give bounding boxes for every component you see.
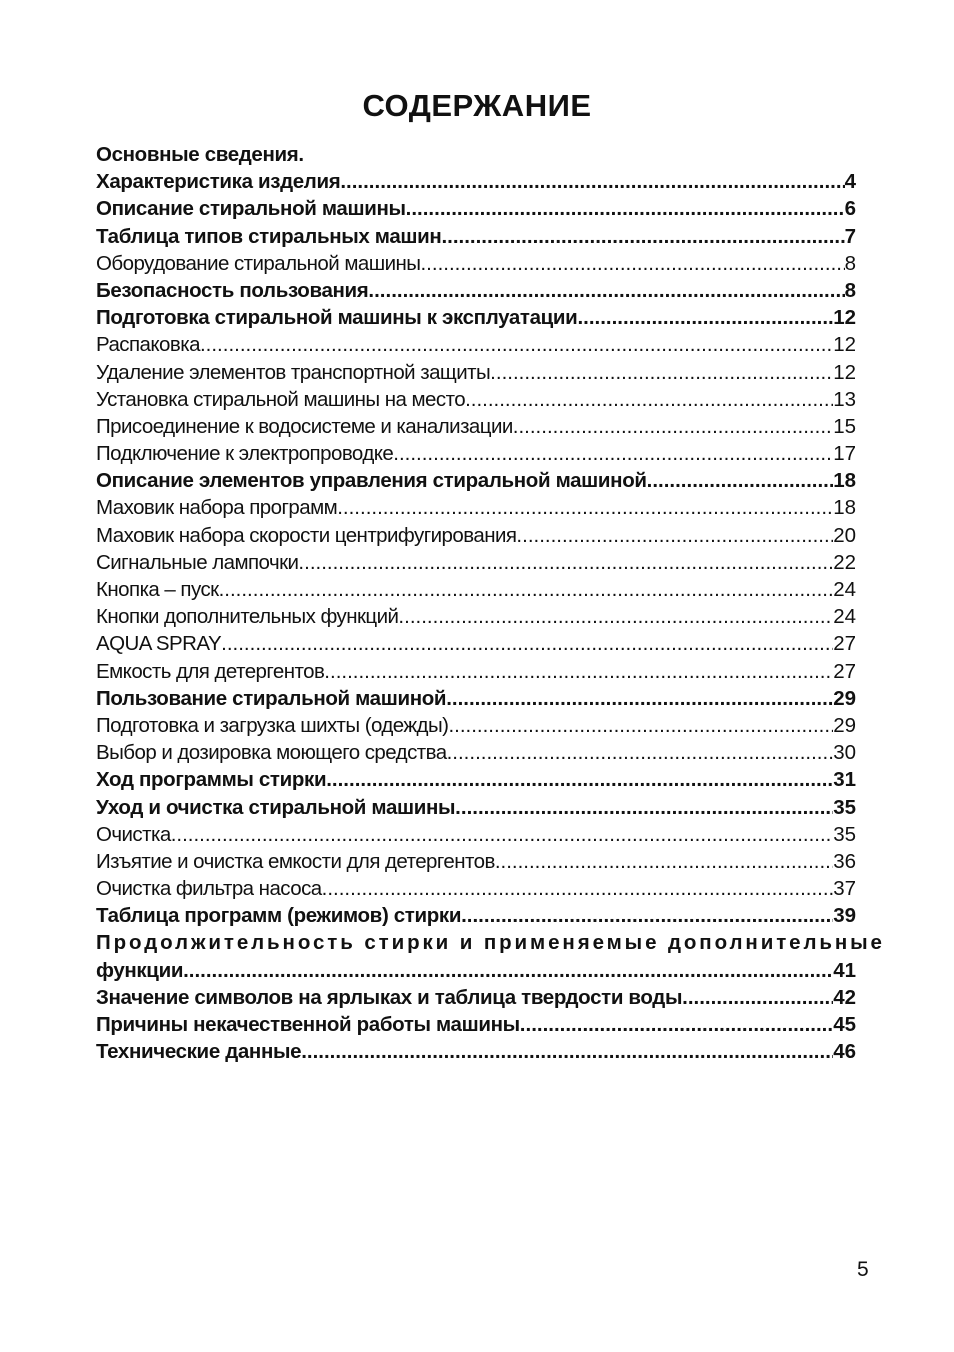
dot-leader [447, 739, 834, 766]
toc-entry-page: 22 [833, 550, 856, 574]
toc-entry-title: Распаковка [96, 333, 200, 357]
toc-entry-title: Присоединение к водосистеме и канализации [96, 414, 513, 438]
toc-entry-title: Таблица программ (режимов) стирки [96, 904, 462, 928]
toc-entry-title: Причины некачественной работы машины [96, 1013, 520, 1036]
dot-leader [200, 331, 833, 358]
toc-entry-page: 18 [833, 469, 856, 493]
toc-entry-page: 42 [833, 985, 856, 1009]
toc-entry[interactable] [96, 549, 856, 576]
toc-entry[interactable] [96, 848, 856, 875]
toc-entry-page: 7 [844, 224, 856, 248]
toc-entry-title: Подключение к электропроводке [96, 442, 394, 466]
toc-entry-page: 30 [833, 741, 856, 765]
toc-entry-page: 13 [833, 387, 856, 411]
toc-entry[interactable] [96, 223, 856, 250]
toc-entry[interactable] [96, 630, 856, 657]
toc-entry-page: 8 [844, 278, 856, 302]
toc-entry[interactable] [96, 440, 856, 467]
toc-entry-page: 27 [833, 659, 856, 683]
toc-entry[interactable] [96, 685, 856, 712]
dot-leader [455, 794, 833, 821]
toc-entry[interactable] [96, 984, 856, 1011]
toc-entry[interactable] [96, 875, 856, 902]
toc-entry-title: Установка стиральной машины на место [96, 387, 466, 411]
dot-leader [513, 413, 833, 440]
toc-entry-title: Емкость для детергентов [96, 659, 325, 683]
dot-leader [406, 195, 845, 222]
toc-entry-title: Кнопки дополнительных функций [96, 605, 399, 629]
toc-entry[interactable] [96, 957, 856, 984]
toc-entry-page: 24 [833, 578, 856, 601]
toc-entry-page: 8 [844, 251, 856, 275]
toc-entry-page: 39 [833, 904, 856, 928]
toc-entry[interactable] [96, 304, 856, 331]
toc-entry[interactable] [96, 902, 856, 929]
toc-entry-page: 12 [833, 333, 856, 357]
dot-leader [301, 1038, 833, 1065]
toc-entry[interactable] [96, 1038, 856, 1065]
dot-leader [393, 440, 833, 467]
dot-leader [183, 957, 833, 984]
dot-leader [682, 984, 833, 1011]
toc-entry-page: 31 [833, 768, 856, 792]
page-title: СОДЕРЖАНИЕ [362, 88, 592, 123]
toc-entry-title: Технические данные [96, 1040, 302, 1064]
toc-entry[interactable] [96, 494, 856, 521]
toc-entry[interactable] [96, 794, 856, 821]
dot-leader [420, 250, 844, 277]
toc-entry-page: 29 [833, 713, 856, 737]
toc-entry-title: Безопасность пользования [96, 278, 369, 302]
toc-entry[interactable] [96, 821, 856, 848]
dot-leader [398, 603, 833, 630]
toc-entry-page: 15 [833, 414, 856, 438]
dot-leader [647, 467, 834, 494]
dot-leader [368, 277, 844, 304]
toc-entry-title: Оборудование стиральной машины [96, 251, 421, 275]
dot-leader [516, 522, 833, 549]
toc-entry-page: 29 [833, 686, 856, 710]
dot-leader [577, 304, 833, 331]
toc-entry[interactable] [96, 168, 856, 195]
dot-leader [520, 1011, 833, 1038]
toc-entry[interactable] [96, 766, 856, 793]
dot-leader [322, 875, 834, 902]
toc-entry-title: Таблица типов стиральных машин [96, 224, 442, 248]
toc-entry[interactable] [96, 467, 856, 494]
toc-entry-title: Подготовка стиральной машины к эксплуатации [96, 306, 578, 330]
toc-entry-title: Сигнальные лампочки [96, 550, 299, 574]
toc-entry[interactable] [96, 195, 856, 222]
toc-entry-title: Описание элементов управления стиральной машиной [96, 469, 647, 493]
toc-entry[interactable] [96, 141, 856, 168]
dot-leader [298, 549, 833, 576]
toc-entry-title: Изъятие и очистка емкости для детергентов [96, 849, 495, 873]
dot-leader [448, 712, 833, 739]
toc-entry[interactable] [96, 359, 856, 386]
toc-entry-title: Очистка фильтра насоса [96, 877, 322, 901]
toc-entry[interactable] [96, 331, 856, 358]
toc-entry-page: 24 [833, 605, 856, 629]
dot-leader [465, 386, 833, 413]
toc-entry-page: 41 [833, 958, 856, 982]
dot-leader [495, 848, 833, 875]
toc-entry-title: AQUA SPRAY [96, 632, 222, 656]
dot-leader [490, 359, 833, 386]
toc-entry[interactable] [96, 712, 856, 739]
toc-entry[interactable] [96, 739, 856, 766]
toc-entry[interactable] [96, 277, 856, 304]
toc-entry-title: Подготовка и загрузка шихты (одежды) [96, 713, 449, 737]
toc-entry-title: Ход программы стирки [96, 768, 327, 792]
dot-leader [326, 766, 833, 793]
toc-entry-title: Характеристика изделия [96, 170, 341, 194]
dot-leader [219, 576, 834, 603]
toc-entry-title: Маховик набора программ [96, 496, 338, 520]
dot-leader [446, 685, 833, 712]
toc-entry-title: Кнопка – пуск [96, 578, 219, 601]
toc-entry-page: 18 [833, 496, 856, 520]
toc-entry-page: 36 [833, 849, 856, 873]
toc-entry[interactable] [96, 250, 856, 277]
toc-entry-page: 17 [833, 442, 856, 466]
toc-entry-page: 12 [833, 306, 856, 330]
dot-leader [441, 223, 844, 250]
toc-entry-title: Пользование стиральной машиной [96, 686, 447, 710]
dot-leader [324, 658, 833, 685]
dot-leader [171, 821, 834, 848]
table-of-contents [96, 141, 885, 1065]
toc-entry-page: 35 [833, 795, 856, 819]
dot-leader [340, 168, 844, 195]
toc-entry-page: 45 [833, 1013, 856, 1036]
toc-entry[interactable] [96, 658, 856, 685]
toc-entry-page: 6 [844, 197, 856, 221]
toc-entry[interactable] [96, 1011, 856, 1038]
toc-entry-page: 4 [844, 170, 856, 194]
toc-entry[interactable] [96, 413, 856, 440]
toc-entry-title: функции [96, 958, 184, 982]
toc-entry-page: 46 [833, 1040, 856, 1064]
toc-entry-title: Маховик набора скорости центрифугирования [96, 523, 517, 547]
toc-entry[interactable] [96, 929, 885, 956]
toc-entry-page: 20 [833, 523, 856, 547]
toc-entry-title: Уход и очистка стиральной машины [96, 795, 456, 819]
toc-entry-title: Продолжительность стирки и применяемые дополнительные [96, 931, 885, 955]
toc-entry-page: 12 [833, 360, 856, 384]
toc-entry[interactable] [96, 522, 856, 549]
toc-entry-page: 35 [833, 822, 856, 846]
toc-entry-title: Удаление элементов транспортной защиты [96, 360, 491, 384]
dot-leader [337, 494, 833, 521]
toc-entry[interactable] [96, 386, 856, 413]
toc-entry-title: Выбор и дозировка моющего средства [96, 741, 447, 765]
toc-entry[interactable] [96, 603, 856, 630]
dot-leader [461, 902, 833, 929]
toc-entry-title: Основные сведения. [96, 143, 304, 166]
toc-entry[interactable] [96, 576, 856, 603]
toc-entry-page: 37 [833, 877, 856, 901]
toc-entry-title: Описание стиральной машины [96, 197, 406, 221]
page-number: 5 [857, 1258, 869, 1281]
toc-entry-page: 27 [833, 632, 856, 656]
toc-entry-title: Очистка [96, 822, 171, 846]
toc-entry-title: Значение символов на ярлыках и таблица твердости воды [96, 985, 683, 1009]
dot-leader [221, 630, 833, 657]
